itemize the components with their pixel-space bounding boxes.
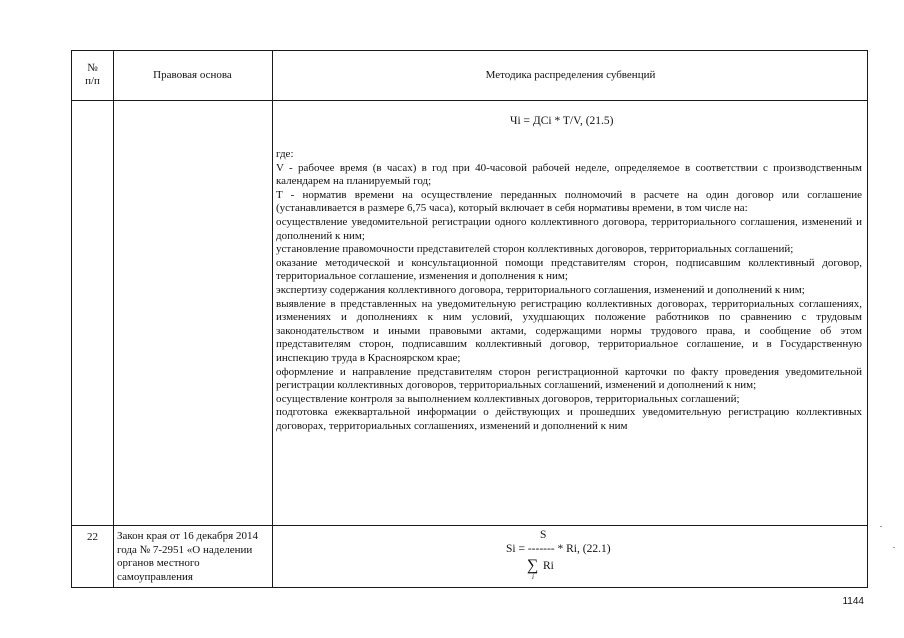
formula-22-1-index: i [532, 573, 534, 581]
column-divider-1 [113, 51, 114, 587]
formula-21-5: Чi = ДСi * T/V, (21.5) [510, 115, 614, 127]
header-methodology: Методика распределения субвенций [485, 69, 656, 81]
scan-speck [880, 526, 882, 527]
paragraph: установление правомочности представителей сторон коллективных договоров, территориальных соглашений; [276, 243, 794, 256]
paragraph: где: [276, 148, 294, 160]
methodology-text [276, 148, 862, 433]
page-number: 1144 [842, 596, 864, 607]
formula-22-1-numerator: S [540, 529, 547, 541]
header-legal-basis: Правовая основа [153, 69, 232, 81]
paragraph: T - норматив времени на осуществление переданных полномочий в расчете на один договор или соглашение (устанавливается в размере 6,75 часа), который включает в себя нормативы времени, в том числе на: [276, 188, 862, 215]
paragraph: выявление в представленных на уведомительную регистрацию коллективных договорах, территориальных соглашениях, изменениях и дополнениях к ним условий, ухудшающих положение работников по сравнению с трудовым законодательством и иными правовыми актами, содержащими нормы трудового права, и сообщение об этом представителям сторон, подписавшим коллективный договор, территориальное соглашение, и в Государственную инспекцию труда в Красноярском крае; [276, 297, 862, 364]
paragraph: оформление и направление представителям сторон регистрационной карточки по факту проведения уведомительной регистрации коллективных договоров, территориальных соглашений, изменений и дополнений к ним; [276, 365, 862, 392]
header-num: № п/п [85, 62, 100, 87]
sum-sign-icon: ∑ [527, 557, 539, 574]
row-22-legal-basis: Закон края от 16 декабря 2014 года № 7-2951 «О наделении органов местного самоуправления [117, 530, 258, 583]
subvention-table [71, 50, 868, 588]
row-22-number: 22 [87, 531, 98, 543]
paragraph: V - рабочее время (в часах) в год при 40-часовой рабочей неделе, определяемое в соответствии с производственным календарем на планируемый год; [276, 161, 862, 188]
formula-22-1-main: Si = ------- * Ri, (22.1) [506, 543, 611, 555]
scan-speck [893, 547, 895, 548]
paragraph: осуществление уведомительной регистрации одного коллективного договора, территориального соглашения, изменений и дополнений к ним; [276, 215, 862, 242]
paragraph: экспертизу содержания коллективного договора, территориального соглашения, изменений и дополнений к ним; [276, 283, 805, 296]
formula-22-1-denominator: Ri [543, 560, 554, 572]
header-divider [72, 100, 867, 101]
paragraph: оказание методической и консультационной помощи представителям сторон, подписавшим коллективный договор, территориальное соглашение, изменения и дополнения к ним; [276, 256, 862, 283]
row-divider [72, 525, 867, 526]
paragraph: подготовка ежеквартальной информации о действующих и прошедших уведомительную регистрацию коллективных договорах, территориальных соглашениях, изменений и дополнений к ним [276, 406, 862, 432]
paragraph: осуществление контроля за выполнением коллективных договоров, территориальных соглашений; [276, 392, 740, 405]
column-divider-2 [272, 51, 273, 587]
